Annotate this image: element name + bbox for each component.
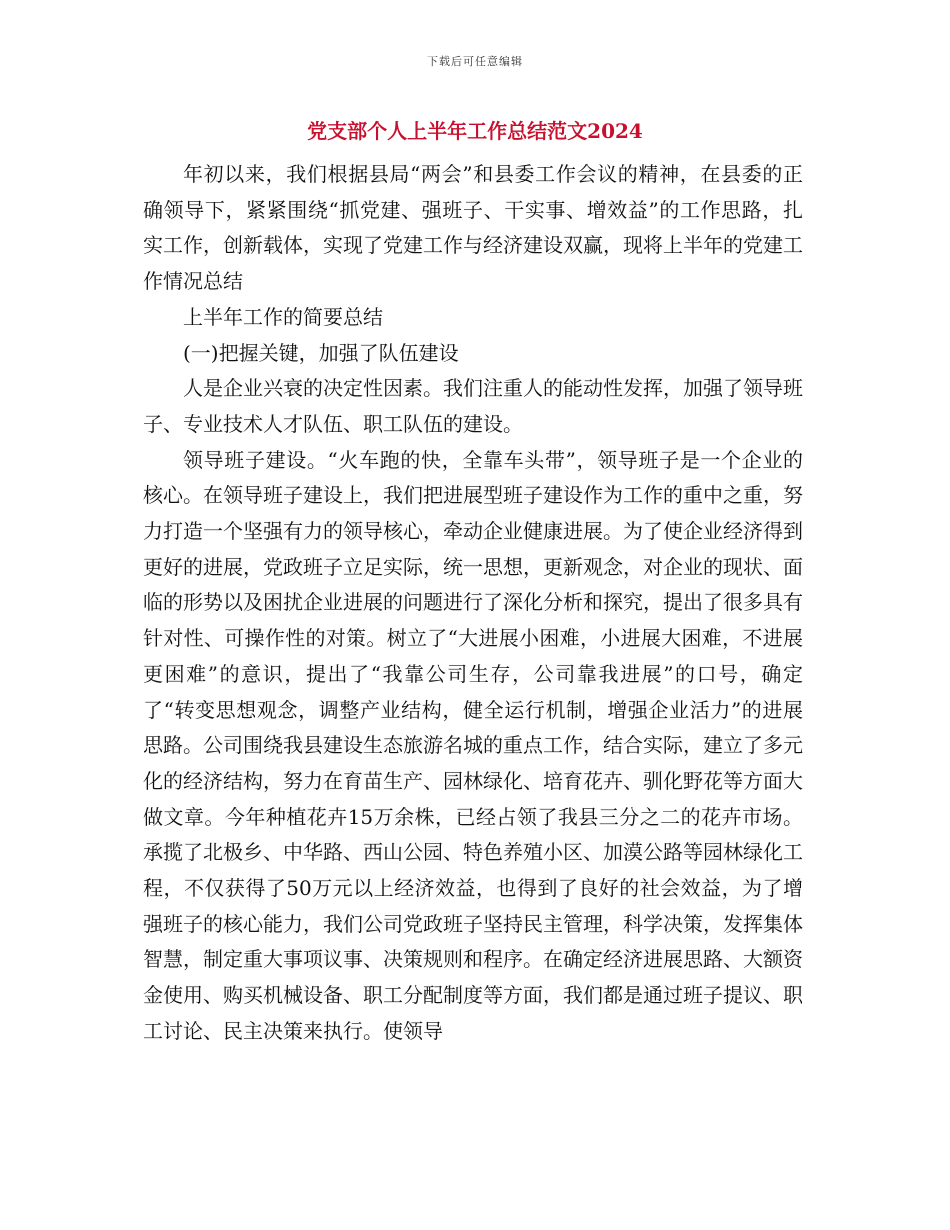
paragraph: 领导班子建设。“火车跑的快，全靠车头带”，领导班子是一个企业的核心。在领导班子建设上，我们把进展型班子建设作为工作的重中之重，努力打造一个坚强有力的领导核心，牵动企业健康进展。为了使企业经济得到更好的进展，党政班子立足实际，统一思想，更新观念，对企业的现状、面临的形势以及困扰企业进展的问题进行了深化分析和探究，提出了很多具有针对性、可操作性的对策。树立了“大进展小困难，小进展大困难，不进展更困难”的意识，提出了“我靠公司生存，公司靠我进展”的口号，确定了“转变思想观念，调整产业结构，健全运行机制，增强企业活力”的进展思路。公司围绕我县建设生态旅游名城的重点工作，结合实际，建立了多元化的经济结构，努力在育苗生产、园林绿化、培育花卉、驯化野花等方面大做文章。今年种植花卉15万余株，已经占领了我县三分之二的花卉市场。承揽了北极乡、中华路、西山公园、特色养殖小区、加漠公路等园林绿化工程，不仅获得了50万元以上经济效益，也得到了良好的社会效益，为了增强班子的核心能力，我们公司党政班子坚持民主管理，科学决策，发挥集体智慧，制定重大事项议事、决策规则和程序。在确定经济进展思路、大额资金使用、购买机械设备、职工分配制度等方面，我们都是通过班子提议、职工讨论、民主决策来执行。使领导: [143, 447, 803, 1043]
section-heading: 上半年工作的简要总结: [183, 304, 383, 329]
header-note: 下载后可任意编辑: [427, 55, 523, 68]
document-title: 党支部个人上半年工作总结范文2024: [307, 119, 643, 143]
document-body: [143, 157, 803, 1050]
subsection-heading: (一)把握关键，加强了队伍建设: [183, 340, 459, 365]
paragraph: 人是企业兴衰的决定性因素。我们注重人的能动性发挥，加强了领导班子、专业技术人才队伍、职工队伍的建设。: [143, 376, 803, 436]
paragraph-intro: 年初以来，我们根据县局“两会”和县委工作会议的精神，在县委的正确领导下，紧紧围绕“抓党建、强班子、干实事、增效益”的工作思路，扎实工作，创新载体，实现了党建工作与经济建设双赢，现将上半年的党建工作情况总结: [143, 162, 803, 294]
